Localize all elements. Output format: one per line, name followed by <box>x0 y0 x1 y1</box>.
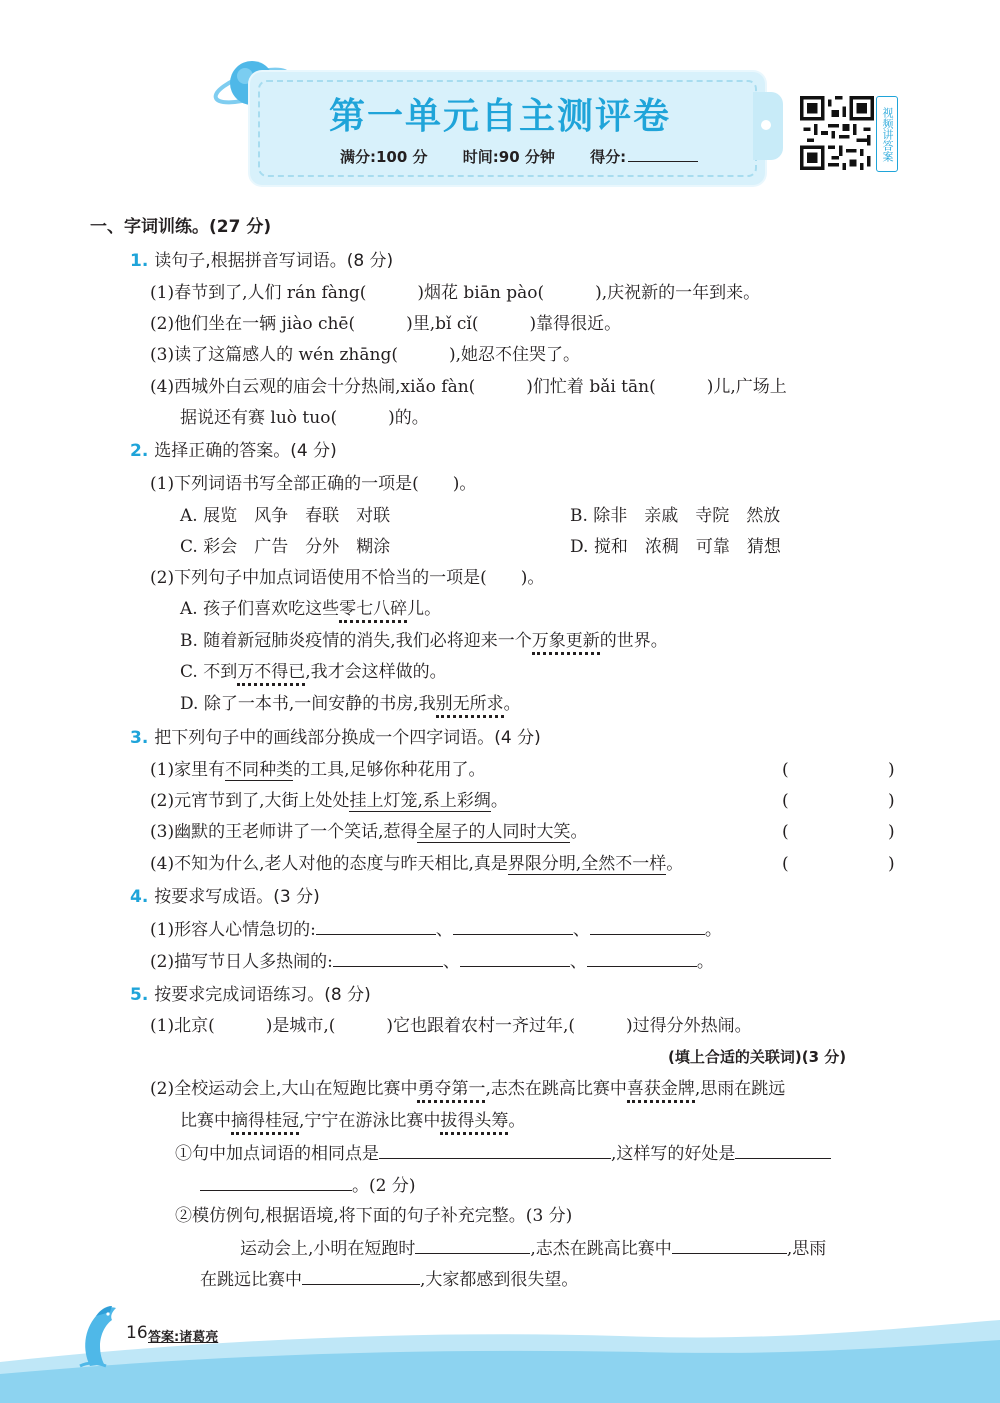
qr-video-answer-tag: 视频讲答案 <box>876 96 898 172</box>
q5-sub-1: ①句中加点词语的相同点是 ,这样写的好处是 <box>175 1142 831 1165</box>
q1-item-3: (3)读了这篇感人的 wén zhāng( ),她忍不住哭了。 <box>150 345 580 365</box>
q3-answer-close-4: ) <box>888 854 895 874</box>
answer-blank[interactable] <box>333 950 443 967</box>
score-info <box>340 146 728 167</box>
q2-option-c2[interactable]: C. 不到万不得已,我才会这样做的。 <box>180 661 447 683</box>
q2-sub-1: (1)下列词语书写全部正确的一项是( )。 <box>150 474 477 494</box>
answer-blank[interactable] <box>587 950 697 967</box>
q5-item-2: (2)全校运动会上,大山在短跑比赛中勇夺第一,志杰在跳高比赛中喜获金牌,思雨在跳远 <box>150 1078 785 1100</box>
footer-wave <box>0 1300 1000 1403</box>
page-title: 第一单元自主测评卷 <box>328 96 671 137</box>
q1-item-2: (2)他们坐在一辆 jiào chē( )里,bǐ cǐ( )靠得很近。 <box>150 314 622 334</box>
q5-heading: 5. 按要求完成词语练习。(8 分) <box>130 985 371 1005</box>
q3-answer-open-2[interactable]: ( <box>782 791 789 811</box>
q5-item-1: (1)北京( )是城市,( )它也跟着农村一齐过年,( )过得分外热闹。 <box>150 1016 752 1036</box>
q3-item-1: (1)家里有不同种类的工具,足够你种花用了。 <box>150 760 486 780</box>
full-score: 满分:100 分 <box>340 148 428 166</box>
q3-answer-close-2: ) <box>888 791 895 811</box>
q2-heading: 2. 选择正确的答案。(4 分) <box>130 441 337 461</box>
q4-heading: 4. 按要求写成语。(3 分) <box>130 887 320 907</box>
answer-blank[interactable] <box>735 1142 831 1159</box>
q5-sub-2-sentence-cont: 在跳远比赛中 ,大家都感到很失望。 <box>200 1270 579 1290</box>
answer-blank[interactable] <box>453 918 573 935</box>
score-blank[interactable] <box>628 161 698 162</box>
q1-item-4: (4)西城外白云观的庙会十分热闹,xiǎo fàn( )们忙着 bǎi tān( )儿,广场上 <box>150 377 787 397</box>
q2-option-d2[interactable]: D. 除了一本书,一间安静的书房,我别无所求。 <box>180 693 521 715</box>
q2-option-a[interactable]: A. 展览 风争 春联 对联 <box>180 506 391 526</box>
answer-blank[interactable] <box>672 1237 787 1254</box>
dolphin-icon <box>72 1300 127 1370</box>
q2-option-b[interactable]: B. 除非 亲戚 寺院 然放 <box>570 506 781 526</box>
answer-blank[interactable] <box>415 1237 530 1254</box>
q5-item-1-note: (填上合适的关联词)(3 分) <box>668 1048 847 1066</box>
q5-sub-2: ②模仿例句,根据语境,将下面的句子补充完整。(3 分) <box>175 1206 573 1226</box>
q3-item-3: (3)幽默的王老师讲了一个笑话,惹得全屋子的人同时大笑。 <box>150 822 588 842</box>
q1-heading: 1. 读句子,根据拼音写词语。(8 分) <box>130 251 394 271</box>
q3-answer-close-3: ) <box>888 822 895 842</box>
answer-blank[interactable] <box>379 1142 611 1159</box>
q1-item-4-cont: 据说还有赛 luò tuo( )的。 <box>180 408 429 428</box>
q2-option-d[interactable]: D. 搅和 浓稠 可靠 猜想 <box>570 537 781 557</box>
q2-sub-2: (2)下列句子中加点词语使用不恰当的一项是( )。 <box>150 568 545 588</box>
score-label: 得分: <box>590 148 627 166</box>
q2-option-a2[interactable]: A. 孩子们喜欢吃这些零七八碎儿。 <box>180 598 441 620</box>
section-title: 一、字词训练。(27 分) <box>90 217 272 237</box>
q4-item-2: (2)描写节日人多热闹的: 、 、 。 <box>150 952 714 972</box>
answer-label: 答案:诸葛亮 <box>148 1330 219 1345</box>
answer-blank[interactable] <box>590 918 705 935</box>
exam-time: 时间:90 分钟 <box>462 148 555 166</box>
q3-answer-close-1: ) <box>888 760 895 780</box>
q5-sub-2-sentence: 运动会上,小明在短跑时 ,志杰在跳高比赛中 ,思雨 <box>240 1239 827 1259</box>
answer-blank[interactable] <box>302 1268 420 1285</box>
q3-answer-open-3[interactable]: ( <box>782 822 789 842</box>
q5-item-2-cont: 比赛中摘得桂冠,宁宁在游泳比赛中拔得头筹。 <box>180 1110 525 1132</box>
q5-sub-1-cont: 。(2 分) <box>200 1174 415 1197</box>
q3-answer-open-4[interactable]: ( <box>782 854 789 874</box>
q3-item-2: (2)元宵节到了,大街上处处挂上灯笼,系上彩绸。 <box>150 791 508 811</box>
q2-option-c[interactable]: C. 彩会 广告 分外 糊涂 <box>180 537 391 557</box>
answer-blank[interactable] <box>316 918 436 935</box>
q2-option-b2[interactable]: B. 随着新冠肺炎疫情的消失,我们必将迎来一个万象更新的世界。 <box>180 630 668 652</box>
q3-item-4: (4)不知为什么,老人对他的态度与昨天相比,真是界限分明,全然不一样。 <box>150 854 684 874</box>
q3-heading: 3. 把下列句子中的画线部分换成一个四字词语。(4 分) <box>130 728 541 748</box>
qr-code-icon[interactable] <box>800 96 874 170</box>
answer-blank[interactable] <box>460 950 570 967</box>
q3-answer-open-1[interactable]: ( <box>782 760 789 780</box>
q4-item-1: (1)形容人心情急切的: 、 、 。 <box>150 920 722 940</box>
q1-item-1: (1)春节到了,人们 rán fàng( )烟花 biān pào( ),庆祝新的一年到来。 <box>150 283 761 303</box>
answer-blank[interactable] <box>200 1174 352 1191</box>
page-number: 16 <box>126 1323 148 1343</box>
